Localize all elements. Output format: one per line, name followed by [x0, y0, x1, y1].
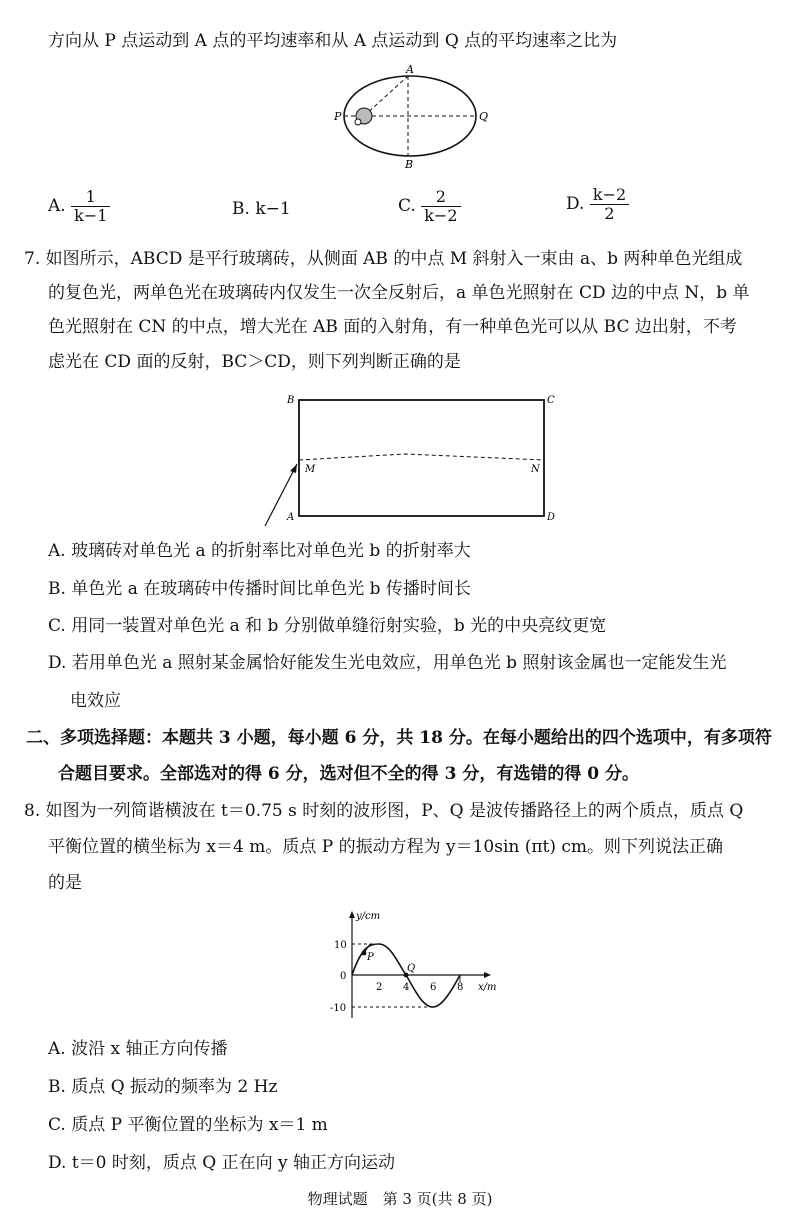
- q6-option-a-fraction: [71, 188, 110, 225]
- q6-label-q: Q: [479, 110, 489, 123]
- q6-label-b: B: [405, 158, 414, 171]
- q6-option-a-denominator: k−1: [71, 206, 110, 225]
- q7-stem-line-2: 的复色光，两单色光在玻璃砖内仅发生一次全反射后，a 单色光照射在 CD 边的中点 N，b 单: [48, 283, 750, 303]
- q6-option-c: [398, 188, 461, 225]
- q8-y-axis-label: y/cm: [356, 911, 381, 922]
- q8-y-axis-arrow-icon: [349, 911, 355, 918]
- q8-tick-y-top: 10: [334, 940, 347, 951]
- q6-label-p: P: [334, 110, 342, 123]
- q6-option-d-numerator: k−2: [592, 185, 627, 204]
- q8-tick-x-6: 6: [430, 982, 437, 993]
- q8-tick-y-zero: 0: [340, 971, 347, 982]
- q6-option-d: [566, 186, 629, 223]
- q6-focus-icon: [355, 119, 361, 125]
- q6-stem-line: 方向从 P 点运动到 A 点的平均速率和从 A 点运动到 Q 点的平均速率之比为: [48, 31, 618, 51]
- q7-label-a: A: [287, 512, 295, 523]
- section2-heading-line-1: 二、多项选择题：本题共 3 小题，每小题 6 分，共 18 分。在每小题给出的四个选项中，有多项符: [26, 728, 772, 748]
- section2-heading-line-2: 合题目要求。全部选对的得 6 分，选对但不全的得 3 分，有选错的得 0 分。: [58, 764, 639, 784]
- q8-option-a: A. 波沿 x 轴正方向传播: [48, 1039, 228, 1059]
- q8-tick-x-4: 4: [403, 982, 410, 993]
- q7-option-a: A. 玻璃砖对单色光 a 的折射率比对单色光 b 的折射率大: [48, 541, 471, 561]
- q6-option-a-numerator: 1: [85, 187, 96, 206]
- q6-option-c-label: C.: [398, 196, 416, 216]
- q6-option-c-denominator: k−2: [421, 206, 460, 225]
- q7-option-d-continued: 电效应: [70, 691, 121, 711]
- q8-x-axis-arrow-icon: [484, 972, 491, 978]
- q7-label-b: B: [287, 395, 295, 406]
- q8-label-p: P: [367, 952, 374, 963]
- q8-option-d: D. t＝0 时刻，质点 Q 正在向 y 轴正方向运动: [48, 1153, 396, 1173]
- q6-option-c-numerator: 2: [435, 187, 446, 206]
- q7-label-c: C: [547, 395, 555, 406]
- q7-option-d: D. 若用单色光 a 照射某金属恰好能发生光电效应，用单色光 b 照射该金属也一定能发生光: [48, 653, 727, 673]
- q6-orbit-figure: [330, 62, 490, 172]
- q7-glass-figure: [255, 388, 565, 538]
- q7-option-c: C. 用同一装置对单色光 a 和 b 分别做单缝衍射实验，b 光的中央亮纹更宽: [48, 616, 607, 636]
- q6-option-a: [48, 188, 110, 225]
- q6-option-a-label: A.: [48, 196, 66, 216]
- q8-stem-line-2: 平衡位置的横坐标为 x＝4 m。质点 P 的振动方程为 y＝10sin (πt) cm。则下列说法正确: [48, 837, 724, 857]
- page-footer: 物理试题 第 3 页(共 8 页): [307, 1190, 493, 1208]
- q6-option-b-text: k−1: [255, 199, 291, 219]
- q7-option-b: B. 单色光 a 在玻璃砖中传播时间比单色光 b 传播时间长: [48, 579, 471, 599]
- q6-option-c-fraction: [421, 188, 460, 225]
- q8-option-b: B. 质点 Q 振动的频率为 2 Hz: [48, 1077, 278, 1097]
- q8-label-q: Q: [407, 963, 416, 974]
- q6-option-b-label: B.: [232, 199, 250, 219]
- q7-light-path: [299, 454, 544, 460]
- q7-label-d: D: [547, 512, 556, 523]
- q8-wave-figure: [318, 908, 508, 1026]
- q6-option-d-fraction: [590, 186, 629, 223]
- q6-option-d-label: D.: [566, 194, 585, 214]
- q6-line-pa: [364, 76, 408, 116]
- q7-stem-line-3: 色光照射在 CN 的中点，增大光在 AB 面的入射角，有一种单色光可以从 BC 边出射，不考: [48, 317, 737, 337]
- q8-stem-line-1: 8. 如图为一列简谐横波在 t＝0.75 s 时刻的波形图，P、Q 是波传播路径上的两个质点，质点 Q: [24, 801, 744, 821]
- q8-stem-line-3: 的是: [48, 873, 82, 893]
- q7-ray-arrow-icon: [290, 464, 297, 473]
- q6-option-d-denominator: 2: [590, 204, 629, 223]
- q8-option-c: C. 质点 P 平衡位置的坐标为 x＝1 m: [48, 1115, 328, 1135]
- q8-tick-x-2: 2: [376, 982, 383, 993]
- q7-label-n: N: [531, 464, 540, 475]
- q7-label-m: M: [305, 464, 316, 475]
- q7-stem-line-1: 7. 如图所示，ABCD 是平行玻璃砖，从侧面 AB 的中点 M 斜射入一束由 a、b 两种单色光组成: [24, 249, 743, 269]
- q6-label-a: A: [406, 63, 414, 76]
- q8-tick-y-bottom: -10: [330, 1003, 347, 1014]
- q7-stem-line-4: 虑光在 CD 面的反射，BC＞CD，则下列判断正确的是: [48, 352, 461, 372]
- q8-tick-x-8: 8: [457, 982, 464, 993]
- q8-x-axis-label: x/m: [478, 982, 497, 993]
- q6-option-b: [232, 196, 291, 222]
